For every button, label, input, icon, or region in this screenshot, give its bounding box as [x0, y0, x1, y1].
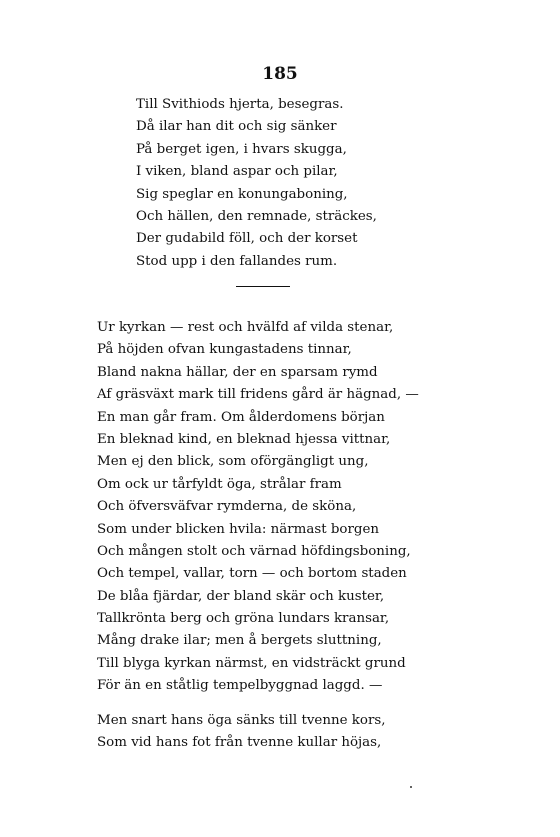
- verse-line: I viken, bland aspar och pilar,: [136, 164, 338, 180]
- verse-line: Då ilar han dit och sig sänker: [136, 119, 337, 135]
- verse-line: Stod upp i den fallandes rum.: [136, 253, 338, 269]
- verse-line: Af gräsväxt mark till fridens gård är hägnad, —: [97, 387, 419, 403]
- stanza-3: [97, 710, 385, 755]
- verse-line: Mång drake ilar; men å bergets sluttning,: [97, 633, 382, 649]
- verse-line: Och hällen, den remnade, sträckes,: [136, 208, 377, 224]
- verse-line: Som vid hans fot från tvenne kullar höjas,: [97, 735, 382, 751]
- verse-line: På höjden ofvan kungastadens tinnar,: [97, 342, 352, 358]
- verse-line: Ur kyrkan — rest och hvälfd af vilda stenar,: [97, 320, 394, 335]
- verse-line: Till blyga kyrkan närmst, en vidsträckt grund: [97, 655, 406, 671]
- paper-speck: [410, 786, 412, 788]
- verse-line: Och öfversväfvar rymderna, de sköna,: [97, 499, 357, 515]
- verse-line: För än en ståtlig tempelbyggnad laggd. —: [97, 678, 383, 694]
- section-separator-rule: [236, 286, 290, 287]
- verse-line: Men snart hans öga sänks till tvenne kors,: [97, 713, 386, 728]
- verse-line: En bleknad kind, en bleknad hjessa vittnar,: [97, 431, 391, 447]
- verse-line: En man går fram. Om ålderdomens början: [97, 409, 385, 425]
- verse-line: Bland nakna hällar, der en sparsam rymd: [97, 364, 378, 380]
- verse-line: Sig speglar en konungaboning,: [136, 186, 348, 202]
- verse-line: Och tempel, vallar, torn — och bortom staden: [97, 566, 407, 582]
- verse-line: Som under blicken hvila: närmast borgen: [97, 521, 380, 537]
- verse-line: Men ej den blick, som oförgängligt ung,: [97, 454, 369, 470]
- verse-line: På berget igen, i hvars skugga,: [136, 141, 347, 157]
- verse-line: De blåa fjärdar, der bland skär och kuster,: [97, 588, 385, 604]
- stanza-2: [97, 317, 419, 698]
- verse-line: Der gudabild föll, och der korset: [136, 231, 358, 247]
- verse-line: Till Svithiods hjerta, besegras.: [136, 97, 344, 112]
- verse-line: Tallkrönta berg och gröna lundars kransar,: [97, 611, 390, 627]
- page-number: 185: [262, 64, 298, 84]
- stanza-1: [136, 94, 377, 273]
- verse-line: Om ock ur tårfyldt öga, strålar fram: [97, 476, 342, 492]
- verse-line: Och mången stolt och värnad höfdingsboning,: [97, 543, 411, 559]
